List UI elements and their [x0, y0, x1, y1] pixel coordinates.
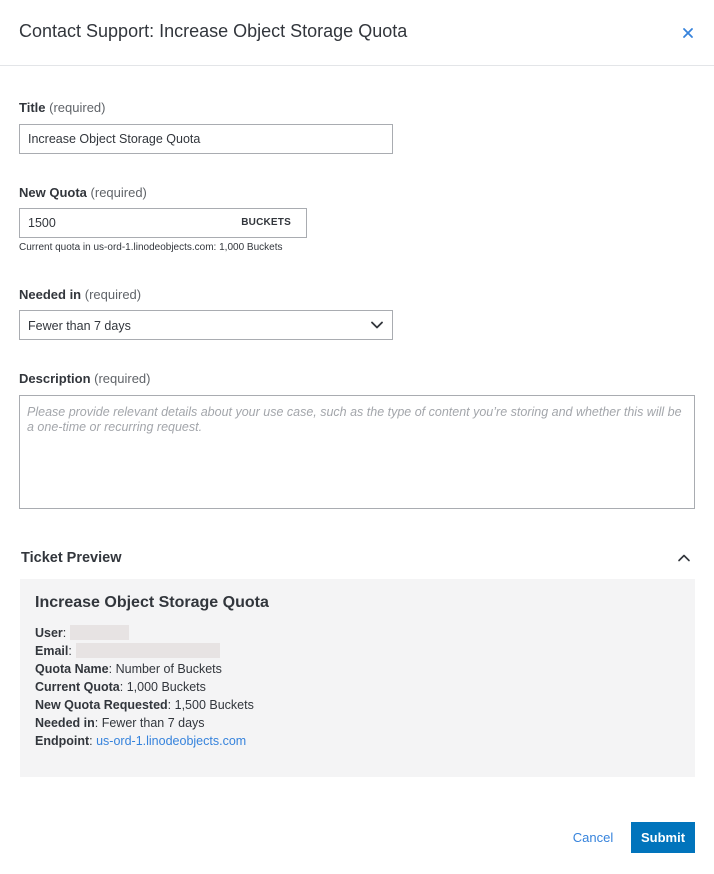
needed-in-required-hint: (required) — [84, 287, 142, 302]
close-icon — [678, 23, 698, 43]
ticket-preview-toggle[interactable] — [19, 548, 695, 570]
new-quota-label-text: New Quota — [19, 185, 87, 200]
preview-needed-in-label: Needed in — [35, 716, 95, 730]
dialog-title: Contact Support: Increase Object Storage Quota — [19, 21, 408, 41]
description-textarea-wrapper — [19, 395, 695, 509]
new-quota-label — [19, 185, 147, 200]
title-label — [19, 100, 105, 115]
preview-new-quota-row: New Quota Requested: 1,500 Buckets — [35, 698, 254, 712]
redacted-email — [76, 643, 220, 658]
title-label-text: Title — [19, 100, 46, 115]
new-quota-input-wrapper — [19, 208, 307, 238]
preview-quota-name-label: Quota Name — [35, 662, 109, 676]
description-label — [19, 371, 151, 386]
preview-email-row: Email: — [35, 643, 220, 659]
ticket-preview-title: Ticket Preview — [21, 550, 122, 566]
dialog-header — [0, 0, 714, 66]
needed-in-label-text: Needed in — [19, 287, 82, 302]
description-textarea[interactable] — [20, 396, 694, 508]
preview-current-quota-value: 1,000 Buckets — [126, 680, 206, 694]
preview-endpoint-link[interactable]: us-ord-1.linodeobjects.com — [96, 734, 247, 748]
title-required-hint: (required) — [49, 100, 106, 115]
needed-in-select[interactable] — [19, 310, 393, 340]
cancel-button[interactable]: Cancel — [562, 822, 624, 852]
preview-quota-name-value: Number of Buckets — [115, 662, 222, 676]
needed-in-label — [19, 287, 141, 302]
preview-needed-in-row: Needed in: Fewer than 7 days — [35, 716, 205, 730]
preview-user-label: User — [35, 626, 63, 640]
preview-endpoint-row: Endpoint: us-ord-1.linodeobjects.com — [35, 734, 247, 748]
preview-current-quota-row: Current Quota: 1,000 Buckets — [35, 680, 206, 694]
description-required-hint: (required) — [94, 371, 151, 386]
preview-endpoint-label: Endpoint — [35, 734, 90, 748]
quota-unit-adornment: BUCKETS — [241, 217, 291, 228]
title-input[interactable] — [20, 125, 392, 153]
current-quota-helper-text: Current quota in us-ord-1.linodeobjects.com: 1,000 Buckets — [19, 242, 283, 253]
preview-email-label: Email — [35, 644, 69, 658]
chevron-down-icon — [370, 320, 384, 330]
close-button[interactable] — [678, 23, 698, 43]
new-quota-input[interactable] — [20, 209, 220, 237]
preview-new-quota-label: New Quota Requested — [35, 698, 168, 712]
new-quota-required-hint: (required) — [90, 185, 147, 200]
ticket-preview-heading: Increase Object Storage Quota — [35, 594, 269, 611]
preview-needed-in-value: Fewer than 7 days — [101, 716, 205, 730]
submit-button[interactable]: Submit — [631, 822, 695, 853]
description-label-text: Description — [19, 371, 91, 386]
redacted-user — [70, 625, 129, 640]
title-input-wrapper — [19, 124, 393, 154]
preview-new-quota-value: 1,500 Buckets — [174, 698, 254, 712]
needed-in-selected-value: Fewer than 7 days — [28, 319, 131, 333]
preview-quota-name-row: Quota Name: Number of Buckets — [35, 662, 222, 676]
preview-user-row: User: — [35, 625, 129, 641]
ticket-preview-panel — [20, 579, 695, 777]
chevron-up-icon — [677, 553, 691, 563]
preview-current-quota-label: Current Quota — [35, 680, 120, 694]
